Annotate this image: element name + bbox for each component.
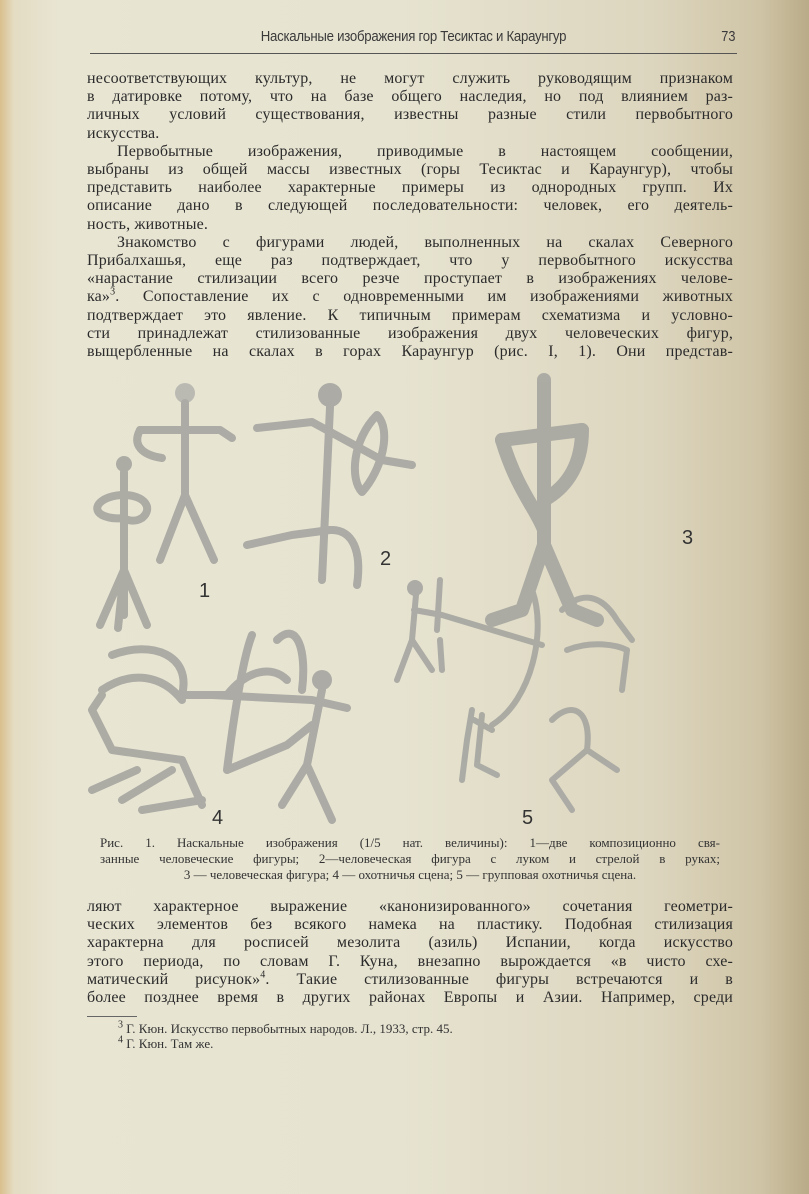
running-title: Наскальные изображения гор Тесиктас и Караунгур xyxy=(260,28,567,45)
running-head xyxy=(90,28,737,52)
figure-caption xyxy=(100,835,720,883)
figure-label-2: 2 xyxy=(380,548,392,570)
text-fragment: Такие стилизованные фигуры встречаются и в xyxy=(296,970,733,988)
figure-label-4: 4 xyxy=(212,807,224,829)
caption-line: 3 — человеческая фигура; 4 — охотничья сцена; 5 — групповая охотничья сцена. xyxy=(183,867,637,882)
text-line: в датировке потому, что на базе общего наследия, но под влиянием раз- xyxy=(87,88,733,106)
text-line: выщербленные на скалах в горах Караунгур (рис. I, 1). Они представ- xyxy=(87,343,733,361)
footnote-mark: 3 xyxy=(118,1019,123,1031)
text-fragment: ка» xyxy=(87,288,111,306)
petroglyph-figure-1b xyxy=(137,383,232,560)
text-fragment: матический рисунок» xyxy=(87,970,261,988)
figure-label-1: 1 xyxy=(199,580,211,602)
petroglyph-figure-3 xyxy=(492,380,597,620)
page-number: 73 xyxy=(721,28,736,45)
body-text-bottom xyxy=(87,898,733,1007)
footnote-ref: 4 xyxy=(260,969,266,981)
text-line: «нарастание стилизации всего резче проступает в изображениях челове- xyxy=(87,270,733,288)
text-line: представить наиболее характерные примеры из однородных групп. Их xyxy=(87,179,733,197)
footnote-rule xyxy=(87,1016,137,1017)
petroglyph-figure-4 xyxy=(92,634,347,820)
text-line: Прибалхашья, еще раз подтверждает, что у первобытного искусства xyxy=(87,252,733,270)
text-line: сти принадлежат стилизованные изображения двух человеческих фигур, xyxy=(87,324,733,342)
caption-line: занные человеческие фигуры; 2—человеческая фигура с луком и стрелой в руках; xyxy=(100,851,720,866)
footnote-ref: 3 xyxy=(110,287,116,299)
text-line: характерна для росписей мезолита (азиль) Испании, когда искусство xyxy=(87,934,733,952)
body-text-top xyxy=(87,70,733,361)
text-line: выбраны из общей массы известных (горы Тесиктас и Караунгур), чтобы xyxy=(87,161,733,179)
petroglyph-drawings xyxy=(82,370,737,830)
text-line: искусства. xyxy=(87,124,160,142)
text-fragment: . Сопоставление их с одновременными им изображениями животных xyxy=(115,288,733,306)
text-line: личных условий существования, известны разные стили первобытного xyxy=(87,106,733,124)
text-line: этого периода, по словам Г. Куна, внезапно вырождается «в чисто схе- xyxy=(87,952,733,970)
footnote-text: Г. Кюн. Искусство первобытных народов. Л., 1933, стр. 45. xyxy=(123,1021,453,1036)
text-line: описание дано в следующей последовательности: человек, его деятель- xyxy=(87,197,733,215)
footnote-3 xyxy=(118,1021,453,1036)
text-line: Первобытные изображения, приводимые в настоящем сообщении, xyxy=(117,142,733,160)
footnote-mark: 4 xyxy=(118,1034,123,1046)
text-line: Знакомство с фигурами людей, выполненных на скалах Северного xyxy=(117,233,733,251)
text-line: ляют характерное выражение «канонизированного» сочетания геометри- xyxy=(87,898,733,915)
footnote-4 xyxy=(118,1036,453,1051)
petroglyph-figure-1a xyxy=(97,456,147,628)
text-line: подтверждает это явление. К типичным примерам схематизма и условно- xyxy=(87,306,733,324)
text-line: ческих элементов без всякого намека на пластику. Подобная стилизация xyxy=(87,916,733,934)
text-line: матический рисунок»$^4$. Такие стилизованные фигуры встречаются и в xyxy=(87,969,733,988)
header-rule xyxy=(90,53,737,54)
figure-label-5: 5 xyxy=(522,807,534,829)
text-line xyxy=(87,288,733,306)
text-line: несоответствующих культур, не могут служить руководящим признаком xyxy=(87,70,733,87)
footnotes xyxy=(118,1021,453,1051)
text-line: более позднее время в других районах Европы и Азии. Например, среди xyxy=(87,989,733,1007)
figure-label-3: 3 xyxy=(682,527,694,549)
figure-petroglyphs xyxy=(82,370,737,830)
text-line: ность, животные. xyxy=(87,215,209,233)
footnote-text: Г. Кюн. Там же. xyxy=(123,1036,214,1051)
caption-line: Рис. 1. Наскальные изображения (1/5 нат. величины): 1—две композиционно свя- xyxy=(100,835,720,850)
